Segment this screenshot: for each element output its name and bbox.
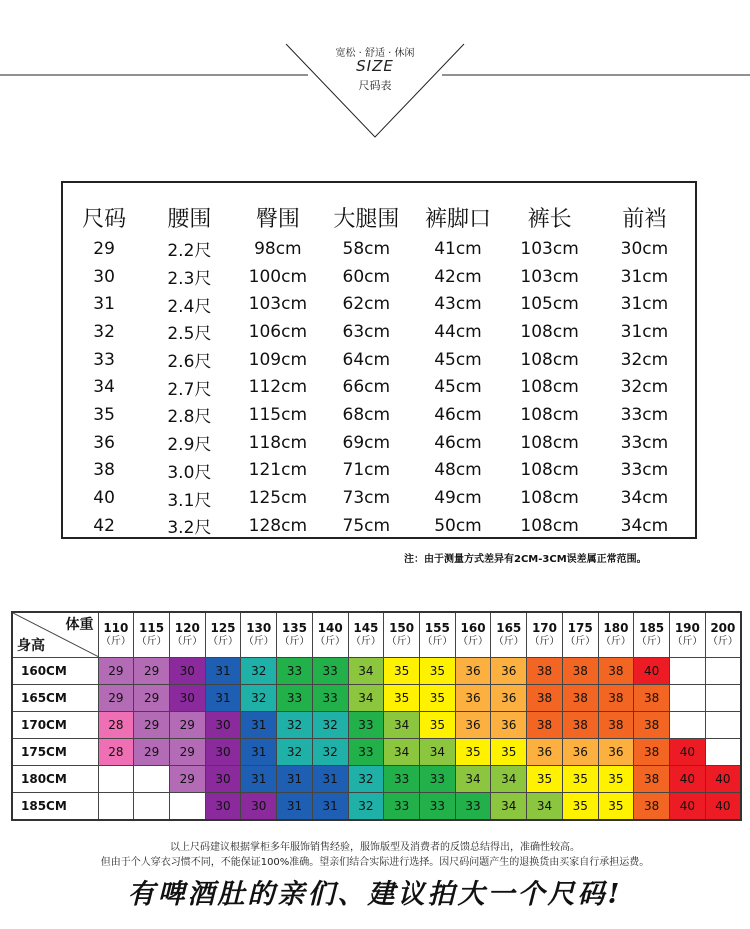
size-cell: 103cm: [520, 238, 579, 259]
grid-cell: 32: [241, 685, 277, 712]
grid-cell: 35: [598, 793, 634, 821]
grid-cell: 38: [634, 712, 670, 739]
size-cell: 33cm: [620, 432, 669, 453]
grid-cell: 40: [705, 793, 741, 821]
grid-cell: 30: [169, 658, 205, 685]
size-col-header: 尺码: [82, 206, 127, 232]
size-cell: 35: [93, 404, 115, 425]
size-cell: 33cm: [620, 460, 669, 481]
size-row: [63, 290, 695, 318]
weight-header: [205, 612, 241, 658]
size-cell: 33: [93, 349, 115, 370]
footer-note-1: 以上尺码建议根据掌柜多年服饰销售经验，服饰版型及消费者的反馈总结得出，准确性较高。: [170, 842, 580, 853]
size-cell: 31cm: [620, 294, 669, 315]
grid-cell: 33: [312, 658, 348, 685]
size-cell: 34cm: [620, 488, 669, 509]
footer-note-2: 但由于个人穿衣习惯不同，不能保证100%准确。望亲们结合实际进行选择。因尺码问题产生的退换货由买家自行承担运费。: [100, 857, 650, 868]
grid-cell: 38: [562, 658, 598, 685]
grid-cell: [670, 712, 706, 739]
grid-cell: 33: [455, 793, 491, 821]
grid-cell: 28: [98, 739, 134, 766]
grid-row: [12, 793, 741, 821]
size-cell: 75cm: [342, 515, 391, 536]
weight-header: [670, 612, 706, 658]
weight-value: 180: [603, 621, 629, 636]
size-cell: 108cm: [520, 404, 579, 425]
grid-cell: 28: [98, 712, 134, 739]
weight-unit: （斤）: [315, 636, 346, 648]
weight-header: [134, 612, 170, 658]
size-cell: 106cm: [248, 321, 308, 342]
weight-header: [98, 612, 134, 658]
header-subtitle: 宽松 · 舒适 · 休闲: [335, 48, 415, 59]
size-cell: 38: [93, 460, 115, 481]
weight-header: [384, 612, 420, 658]
size-cell: 112cm: [248, 377, 308, 398]
grid-cell: 31: [205, 685, 241, 712]
grid-cell: 38: [527, 712, 563, 739]
grid-cell: [705, 658, 741, 685]
size-row: [63, 429, 695, 457]
grid-cell: 31: [241, 766, 277, 793]
size-cell: 42cm: [434, 266, 482, 287]
grid-header-row: [12, 612, 741, 658]
size-cell: 108cm: [520, 321, 579, 342]
weight-header: [277, 612, 313, 658]
grid-cell: 35: [419, 712, 455, 739]
measurement-note: 注：由于测量方式差异有2CM-3CM误差属正常范围。: [404, 554, 647, 565]
size-cell: 41cm: [434, 238, 482, 259]
grid-cell: [705, 685, 741, 712]
weight-header: [348, 612, 384, 658]
grid-cell: 36: [455, 685, 491, 712]
grid-cell: 29: [134, 658, 170, 685]
grid-cell: 32: [312, 739, 348, 766]
size-cell: 103cm: [520, 266, 579, 287]
grid-cell: 36: [527, 739, 563, 766]
grid-cell: 34: [455, 766, 491, 793]
grid-cell: 40: [670, 766, 706, 793]
weight-value: 175: [567, 621, 593, 636]
size-cell: 40: [93, 488, 115, 509]
size-col-header: 臀围: [255, 206, 300, 232]
weight-value: 170: [531, 621, 558, 636]
grid-row: [12, 658, 741, 685]
size-cell: 2.5尺: [167, 324, 212, 345]
size-cell: 2.3尺: [167, 269, 212, 290]
grid-cell: 36: [455, 658, 491, 685]
grid-cell: 38: [598, 685, 634, 712]
grid-cell: 29: [134, 739, 170, 766]
size-row: [63, 401, 695, 429]
grid-cell: [169, 793, 205, 821]
weight-value: 135: [281, 621, 307, 636]
weight-unit: （斤）: [458, 636, 489, 648]
grid-cell: 36: [455, 712, 491, 739]
height-label: 175CM: [12, 739, 98, 766]
size-cell: 108cm: [520, 460, 579, 481]
weight-header: [491, 612, 527, 658]
grid-cell: 32: [312, 712, 348, 739]
weight-value: 110: [103, 621, 129, 636]
weight-value: 145: [353, 621, 379, 636]
grid-cell: 31: [241, 739, 277, 766]
grid-cell: 38: [598, 712, 634, 739]
grid-cell: [670, 685, 706, 712]
size-cell: 128cm: [248, 515, 308, 536]
weight-value: 190: [674, 621, 700, 636]
corner-height-label: 身高: [17, 637, 45, 654]
grid-cell: 31: [312, 766, 348, 793]
grid-row: [12, 685, 741, 712]
weight-header: [169, 612, 205, 658]
grid-cell: 35: [419, 658, 455, 685]
grid-cell: 35: [384, 658, 420, 685]
size-cell: 62cm: [342, 294, 391, 315]
size-cell: 48cm: [434, 460, 482, 481]
grid-cell: [705, 712, 741, 739]
height-label: 165CM: [12, 685, 98, 712]
grid-cell: 30: [205, 766, 241, 793]
size-cell: 42: [93, 515, 115, 536]
grid-cell: 29: [98, 658, 134, 685]
size-cell: 3.1尺: [167, 490, 212, 511]
size-row: [63, 484, 695, 512]
header-title: 尺码表: [358, 79, 392, 92]
size-cell: 125cm: [248, 488, 308, 509]
grid-cell: 38: [527, 658, 563, 685]
size-cell: 31: [93, 294, 115, 315]
weight-value: 130: [246, 621, 272, 636]
corner-weight-label: 体重: [65, 617, 94, 633]
size-cell: 69cm: [342, 432, 391, 453]
size-cell: 103cm: [248, 294, 308, 315]
grid-cell: 33: [384, 793, 420, 821]
size-col-header: 前裆: [622, 206, 667, 232]
footer-slogan: 有啤酒肚的亲们、建议拍大一个尺码!: [127, 879, 623, 910]
size-cell: 60cm: [342, 266, 391, 287]
weight-value: 140: [317, 621, 343, 636]
grid-cell: 33: [277, 658, 313, 685]
grid-row: [12, 712, 741, 739]
grid-cell: 29: [169, 712, 205, 739]
weight-unit: （斤）: [600, 636, 631, 648]
size-cell: 30cm: [620, 238, 669, 259]
weight-unit: （斤）: [672, 636, 703, 648]
weight-value: 155: [424, 621, 450, 636]
grid-cell: 30: [205, 793, 241, 821]
weight-unit: （斤）: [136, 636, 167, 648]
size-cell: 50cm: [434, 515, 482, 536]
size-cell: 98cm: [254, 238, 302, 259]
weight-value: 150: [389, 621, 415, 636]
size-cell: 32cm: [620, 377, 669, 398]
size-cell: 100cm: [248, 266, 308, 287]
weight-header: [419, 612, 455, 658]
size-cell: 45cm: [434, 377, 482, 398]
grid-row: [12, 766, 741, 793]
size-cell: 64cm: [342, 349, 391, 370]
size-cell: 34: [93, 377, 115, 398]
grid-cell: 30: [205, 712, 241, 739]
grid-cell: 36: [491, 712, 527, 739]
grid-corner: [12, 612, 98, 658]
grid-row: [12, 739, 741, 766]
grid-cell: 40: [634, 658, 670, 685]
size-cell: 66cm: [342, 377, 391, 398]
weight-unit: （斤）: [100, 636, 131, 648]
size-cell: 73cm: [342, 488, 391, 509]
grid-cell: 31: [277, 793, 313, 821]
size-cell: 43cm: [434, 294, 482, 315]
weight-header: [312, 612, 348, 658]
height-label: 185CM: [12, 793, 98, 821]
grid-cell: 35: [527, 766, 563, 793]
weight-height-grid: [11, 611, 742, 821]
weight-header: [527, 612, 563, 658]
size-col-header: 腰围: [167, 206, 212, 232]
size-cell: 58cm: [342, 238, 391, 259]
weight-unit: （斤）: [386, 636, 417, 648]
grid-cell: 33: [277, 685, 313, 712]
size-cell: 32cm: [620, 349, 669, 370]
grid-cell: 35: [384, 685, 420, 712]
grid-cell: 40: [670, 739, 706, 766]
size-cell: 63cm: [342, 321, 391, 342]
grid-cell: 34: [491, 793, 527, 821]
weight-unit: （斤）: [422, 636, 453, 648]
size-row: [63, 263, 695, 291]
size-cell: 108cm: [520, 515, 579, 536]
grid-cell: 34: [384, 739, 420, 766]
size-cell: 105cm: [520, 294, 579, 315]
size-cell: 31cm: [620, 266, 669, 287]
grid-cell: [134, 793, 170, 821]
size-row: [63, 373, 695, 401]
grid-cell: 35: [562, 793, 598, 821]
height-label: 180CM: [12, 766, 98, 793]
weight-unit: （斤）: [172, 636, 203, 648]
weight-header: [241, 612, 277, 658]
grid-cell: 30: [205, 739, 241, 766]
size-chart-header-row: [63, 199, 695, 235]
header-size-word: SIZE: [356, 57, 394, 75]
grid-cell: 33: [312, 685, 348, 712]
size-row: [63, 235, 695, 263]
size-cell: 2.9尺: [167, 435, 212, 456]
size-cell: 31cm: [620, 321, 669, 342]
grid-cell: 31: [241, 712, 277, 739]
height-label: 160CM: [12, 658, 98, 685]
grid-cell: 29: [169, 766, 205, 793]
grid-cell: 32: [277, 739, 313, 766]
grid-cell: 29: [98, 685, 134, 712]
size-cell: 46cm: [434, 404, 482, 425]
grid-cell: 30: [169, 685, 205, 712]
size-col-header: 裤长: [527, 206, 572, 232]
weight-unit: （斤）: [636, 636, 667, 648]
size-cell: 3.2尺: [167, 518, 212, 539]
grid-cell: 34: [491, 766, 527, 793]
size-cell: 68cm: [342, 404, 391, 425]
size-cell: 115cm: [248, 404, 308, 425]
size-col-header: 大腿围: [333, 206, 400, 232]
size-cell: 2.2尺: [167, 241, 212, 262]
grid-cell: 34: [527, 793, 563, 821]
weight-unit: （斤）: [243, 636, 274, 648]
grid-cell: 31: [312, 793, 348, 821]
grid-cell: [98, 766, 134, 793]
size-chart-body: [63, 235, 695, 540]
grid-cell: 31: [205, 658, 241, 685]
weight-value: 120: [174, 621, 200, 636]
grid-cell: 40: [705, 766, 741, 793]
size-cell: 29: [93, 238, 115, 259]
grid-cell: 38: [634, 739, 670, 766]
size-cell: 2.8尺: [167, 407, 212, 428]
grid-cell: 29: [134, 685, 170, 712]
weight-header: [705, 612, 741, 658]
size-cell: 109cm: [248, 349, 308, 370]
grid-cell: 35: [491, 739, 527, 766]
grid-cell: 34: [348, 658, 384, 685]
grid-cell: 29: [134, 712, 170, 739]
grid-cell: 33: [419, 793, 455, 821]
grid-cell: 35: [598, 766, 634, 793]
grid-cell: [98, 793, 134, 821]
grid-cell: 38: [562, 685, 598, 712]
grid-cell: 38: [634, 793, 670, 821]
grid-cell: 33: [348, 712, 384, 739]
weight-unit: （斤）: [565, 636, 596, 648]
height-label: 170CM: [12, 712, 98, 739]
size-cell: 71cm: [342, 460, 391, 481]
grid-cell: 34: [419, 739, 455, 766]
weight-header: [598, 612, 634, 658]
size-cell: 32: [93, 321, 115, 342]
grid-cell: 40: [670, 793, 706, 821]
size-cell: 3.0尺: [167, 462, 212, 483]
weight-unit: （斤）: [493, 636, 524, 648]
grid-cell: 36: [598, 739, 634, 766]
size-cell: 44cm: [434, 321, 482, 342]
size-cell: 108cm: [520, 377, 579, 398]
weight-value: 185: [639, 621, 665, 636]
grid-cell: [134, 766, 170, 793]
grid-body: [12, 658, 741, 821]
size-cell: 108cm: [520, 488, 579, 509]
weight-header: [634, 612, 670, 658]
size-cell: 33cm: [620, 404, 669, 425]
grid-cell: 33: [384, 766, 420, 793]
weight-value: 165: [496, 621, 522, 636]
weight-value: 160: [460, 621, 486, 636]
size-row: [63, 346, 695, 374]
size-chart-box: [61, 181, 697, 539]
size-cell: 121cm: [248, 460, 308, 481]
grid-cell: 32: [348, 766, 384, 793]
size-chart-table: [63, 199, 695, 540]
grid-cell: 38: [598, 658, 634, 685]
grid-cell: 32: [348, 793, 384, 821]
weight-value: 115: [139, 621, 165, 636]
weight-unit: （斤）: [529, 636, 560, 648]
size-cell: 2.6尺: [167, 352, 212, 373]
size-cell: 2.7尺: [167, 379, 212, 400]
size-cell: 36: [93, 432, 115, 453]
weight-unit: （斤）: [208, 636, 239, 648]
grid-cell: 36: [562, 739, 598, 766]
grid-cell: 32: [241, 658, 277, 685]
weight-unit: （斤）: [279, 636, 310, 648]
weight-header: [455, 612, 491, 658]
header-decoration: [0, 0, 750, 150]
grid-cell: 33: [348, 739, 384, 766]
grid-cell: 38: [562, 712, 598, 739]
grid-cell: 30: [241, 793, 277, 821]
weight-value: 200: [710, 621, 736, 636]
grid-cell: 35: [455, 739, 491, 766]
grid-cell: 38: [634, 766, 670, 793]
weight-unit: （斤）: [707, 636, 738, 648]
size-row: [63, 457, 695, 485]
header: [0, 0, 750, 150]
grid-cell: 33: [419, 766, 455, 793]
grid-cell: 34: [384, 712, 420, 739]
size-row: [63, 512, 695, 540]
grid-cell: 29: [169, 739, 205, 766]
grid-cell: 36: [491, 658, 527, 685]
weight-value: 125: [210, 621, 236, 636]
size-cell: 2.4尺: [167, 296, 212, 317]
grid-cell: 36: [491, 685, 527, 712]
size-cell: 45cm: [434, 349, 482, 370]
size-cell: 49cm: [434, 488, 482, 509]
size-cell: 108cm: [520, 432, 579, 453]
size-cell: 108cm: [520, 349, 579, 370]
grid-cell: 38: [634, 685, 670, 712]
grid-cell: 32: [277, 712, 313, 739]
grid-cell: 34: [348, 685, 384, 712]
size-cell: 34cm: [620, 515, 669, 536]
size-cell: 46cm: [434, 432, 482, 453]
grid-cell: 35: [419, 685, 455, 712]
weight-unit: （斤）: [350, 636, 381, 648]
weight-header: [562, 612, 598, 658]
grid-cell: 35: [562, 766, 598, 793]
size-col-header: 裤脚口: [424, 206, 491, 232]
size-cell: 118cm: [248, 432, 308, 453]
size-cell: 30: [93, 266, 115, 287]
size-row: [63, 318, 695, 346]
grid-cell: 38: [527, 685, 563, 712]
grid-cell: 31: [277, 766, 313, 793]
grid-cell: [705, 739, 741, 766]
grid-cell: [670, 658, 706, 685]
